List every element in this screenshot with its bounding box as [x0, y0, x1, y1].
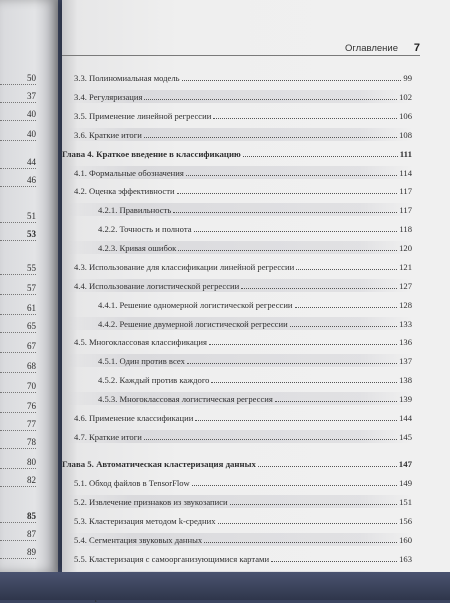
dot-leader — [271, 561, 397, 562]
toc-entry — [62, 184, 412, 197]
dot-leader — [195, 420, 397, 421]
toc-entry-title: 4.5.3. Многоклассовая логистическая регрессия — [98, 394, 273, 404]
toc-entry-title: 3.5. Применение линейной регрессии — [74, 111, 212, 121]
toc-entry — [62, 514, 412, 527]
toc-entry — [62, 476, 412, 489]
left-page-number: 51 — [0, 210, 36, 223]
toc-entry-page: 127 — [399, 281, 412, 291]
page-number: 7 — [413, 42, 420, 54]
dot-leader — [192, 485, 397, 486]
toc-entry-title: 5.2. Извлечение признаков из звукозаписи — [74, 497, 228, 507]
toc-entry-title: 4.2.2. Точность и полнота — [98, 224, 192, 234]
toc-entry-title: 4.4.2. Решение двумерной логистической регрессии — [98, 319, 288, 329]
dot-leader — [186, 175, 398, 176]
toc-entry-page: 137 — [399, 356, 412, 366]
left-page-number: 40 — [0, 128, 36, 141]
toc-entry-page: 144 — [399, 413, 412, 423]
left-page-number: 46 — [0, 174, 36, 187]
toc-entry-title: 4.2.3. Кривая ошибок — [98, 243, 177, 253]
dot-leader — [258, 466, 397, 467]
toc-entry-page: 138 — [399, 375, 412, 385]
left-page-number: 65 — [0, 320, 36, 333]
toc-entry-page: 121 — [399, 262, 412, 272]
dot-leader — [209, 344, 397, 345]
toc-entry — [62, 335, 412, 348]
left-page-number: 37 — [0, 90, 36, 103]
dot-leader — [173, 212, 397, 213]
toc-entry-page: 114 — [399, 168, 412, 178]
dot-leader — [275, 401, 397, 402]
left-page-number: 61 — [0, 302, 36, 315]
toc-entry-title: 4.7. Краткие итоги — [74, 432, 142, 442]
left-page-number: 55 — [0, 262, 36, 275]
toc-entry-title: 4.5.1. Один против всех — [98, 356, 185, 366]
toc-entry — [62, 552, 412, 565]
dot-leader — [230, 504, 397, 505]
toc-entry — [62, 166, 412, 179]
toc-entry — [62, 533, 412, 546]
toc-chapter-entry — [62, 457, 412, 470]
toc-entry-page: 117 — [399, 186, 412, 196]
toc-entry-page: 145 — [399, 432, 412, 442]
toc-entry — [62, 71, 412, 84]
toc-entry — [62, 260, 412, 273]
toc-entry-title: 4.3. Использование для классификации линейной регрессии — [74, 262, 295, 272]
toc-entry-title: 5.5. Кластеризация с самоорганизующимися картами — [74, 554, 270, 564]
left-page-number: 77 — [0, 418, 36, 431]
running-title: Оглавление — [345, 43, 398, 54]
toc-entry — [62, 373, 412, 386]
toc-entry — [62, 241, 412, 254]
toc-entry-page: 106 — [399, 111, 412, 121]
toc-entry-page: 117 — [399, 205, 412, 215]
toc-entry — [62, 222, 412, 235]
toc-entry — [62, 203, 412, 216]
dot-leader — [213, 118, 397, 119]
toc-entry-title: 4.2.1. Правильность — [98, 205, 172, 215]
dot-leader — [211, 382, 397, 383]
toc-entry-page: 139 — [399, 394, 412, 404]
toc-entry-page: 133 — [399, 319, 412, 329]
toc-entry-title: 3.4. Регуляризация — [74, 92, 143, 102]
toc-entry — [62, 317, 412, 330]
dot-leader — [296, 269, 397, 270]
toc-entry-page: 128 — [399, 300, 412, 310]
toc-entry-page: 156 — [399, 516, 412, 526]
dot-leader — [295, 307, 398, 308]
dot-leader — [290, 326, 397, 327]
toc-entry-page: 163 — [399, 554, 412, 564]
toc-entry-page: 160 — [399, 535, 412, 545]
left-page-number: 44 — [0, 156, 36, 169]
dot-leader — [177, 193, 398, 194]
toc-entry-title: 5.3. Кластеризация методом k-средних — [74, 516, 216, 526]
toc-entry-page: 136 — [399, 337, 412, 347]
dot-leader — [194, 231, 398, 232]
toc-entry-title: 4.5.2. Каждый против каждого — [98, 375, 210, 385]
toc-entry-title: 4.4.1. Решение одномерной логистической регрессии — [98, 300, 293, 310]
dot-leader — [204, 542, 397, 543]
background-surface — [0, 572, 450, 600]
toc-entry — [62, 392, 412, 405]
left-page-number: 40 — [0, 108, 36, 121]
dot-leader — [144, 137, 397, 138]
toc-entry — [62, 354, 412, 367]
left-page-number: 76 — [0, 400, 36, 413]
toc-entry — [62, 430, 412, 443]
left-page-number: 89 — [0, 546, 36, 559]
left-page-number: 67 — [0, 340, 36, 353]
toc-entry-title: 4.1. Формальные обозначения — [74, 168, 184, 178]
toc-entry-title: 4.2. Оценка эффективности — [74, 186, 175, 196]
left-page-number: 80 — [0, 456, 36, 469]
toc-page — [62, 0, 450, 572]
toc-entry — [62, 109, 412, 122]
toc-entry-title: 3.3. Полиномиальная модель — [74, 73, 180, 83]
toc-entry — [62, 411, 412, 424]
toc-entry — [62, 90, 412, 103]
dot-leader — [182, 80, 402, 81]
dot-leader — [187, 363, 397, 364]
toc-entry-title: Глава 5. Автоматическая кластеризация данных — [62, 459, 256, 469]
left-page-number: 57 — [0, 282, 36, 295]
toc-entry-page: 108 — [399, 130, 412, 140]
toc-entry-page: 111 — [399, 149, 412, 159]
left-page-number: 78 — [0, 436, 36, 449]
toc-entry-page: 151 — [399, 497, 412, 507]
toc-entry-title: 4.6. Применение классификации — [74, 413, 194, 423]
toc-chapter-entry — [62, 147, 412, 160]
dot-leader — [218, 523, 398, 524]
dot-leader — [144, 99, 397, 100]
toc-entry-page: 118 — [399, 224, 412, 234]
toc-entry — [62, 298, 412, 311]
dot-leader — [241, 288, 397, 289]
toc-entry — [62, 128, 412, 141]
left-page-number: 53 — [0, 228, 36, 241]
dot-leader — [144, 439, 397, 440]
toc-entry-title: 5.4. Сегментация звуковых данных — [74, 535, 203, 545]
dot-leader — [178, 250, 397, 251]
left-page-number: 70 — [0, 380, 36, 393]
left-page-number: 50 — [0, 72, 36, 85]
toc-entry-title: 5.1. Обход файлов в TensorFlow — [74, 478, 190, 488]
toc-entry-page: 149 — [399, 478, 412, 488]
left-page-number: 87 — [0, 528, 36, 541]
left-page-number: 85 — [0, 510, 36, 523]
toc-entry — [62, 495, 412, 508]
left-page-number: 82 — [0, 474, 36, 487]
toc-entry-title: 4.5. Многоклассовая классификация — [74, 337, 207, 347]
toc-entry-title: 4.4. Использование логистической регрессии — [74, 281, 240, 291]
dot-leader — [243, 156, 398, 157]
toc-entry-page: 99 — [403, 73, 412, 83]
toc-entry-title: Глава 4. Краткое введение в классификацию — [62, 149, 241, 159]
toc-entry-page: 102 — [399, 92, 412, 102]
toc-entry — [62, 279, 412, 292]
toc-entry-page: 147 — [398, 459, 412, 469]
left-page-number: 68 — [0, 360, 36, 373]
toc-entry-page: 120 — [399, 243, 412, 253]
previous-page — [0, 0, 58, 572]
running-header — [62, 43, 420, 56]
toc-entry-title: 3.6. Краткие итоги — [74, 130, 142, 140]
